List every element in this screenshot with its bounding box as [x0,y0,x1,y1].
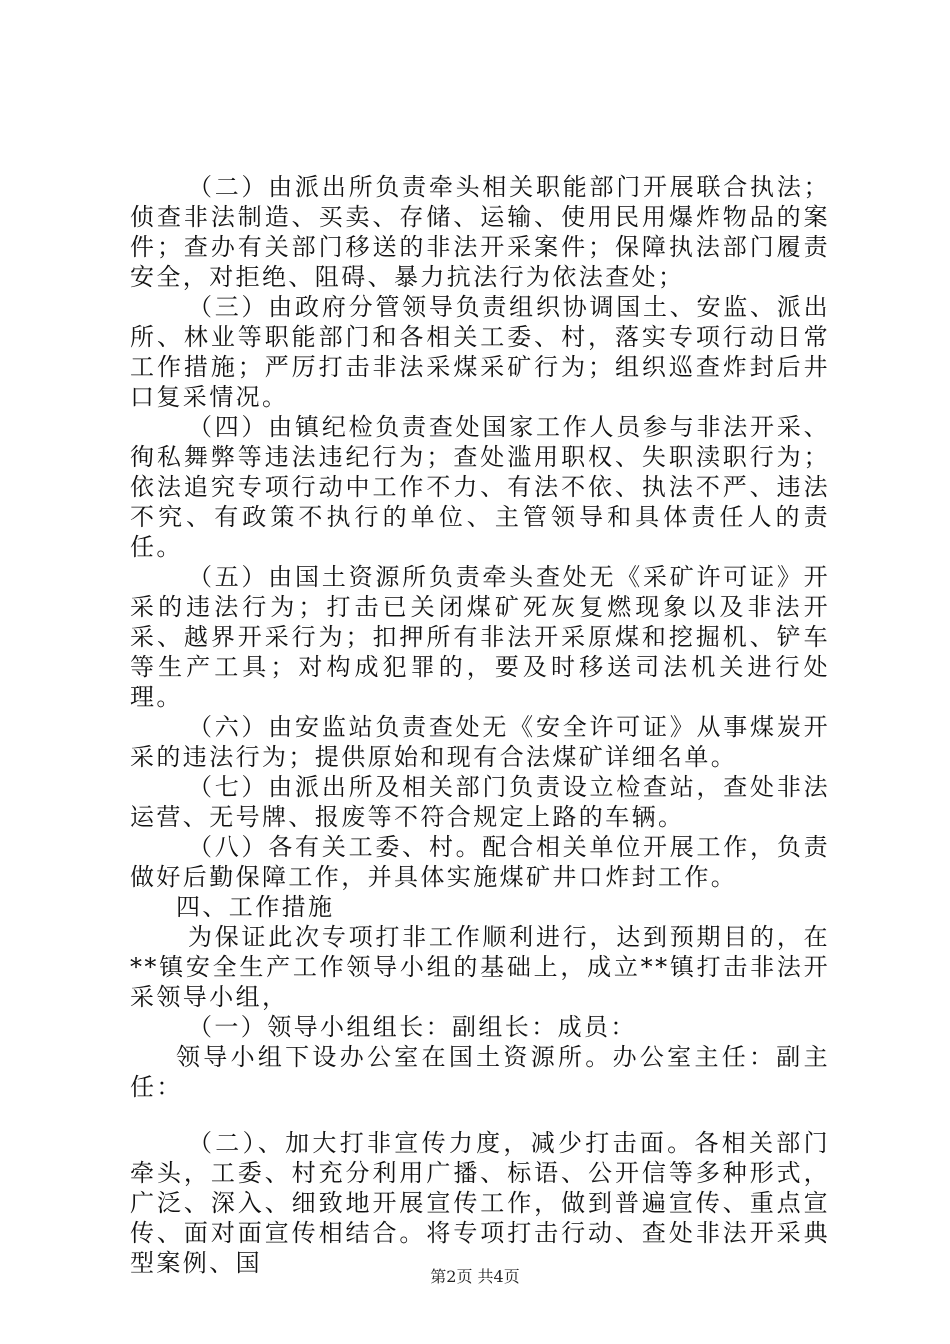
document-body [130,172,830,1278]
paragraph-duty-3: （三）由政府分管领导负责组织协调国土、安监、派出所、林业等职能部门和各相关工委、村，落实专项行动日常工作措施；严厉打击非法采煤采矿行为；组织巡查炸封后井口复采情况。 [130,293,830,411]
paragraph-duty-4: （四）由镇纪检负责查处国家工作人员参与非法开采、徇私舞弊等违法违纪行为；查处滥用职权、失职渎职行为；依法追究专项行动中工作不力、有法不依、执法不严、违法不究、有政策不执行的单位、主管领导和具体责任人的责任。 [130,413,830,561]
paragraph-leading-group-members: （一）领导小组组长：副组长：成员： [188,1013,637,1041]
paragraph-gap [130,1102,830,1128]
paragraph-duty-5: （五）由国土资源所负责牵头查处无《采矿许可证》开采的违法行为；打击已关闭煤矿死灰复燃现象以及非法开采、越界开采行为；扣押所有非法开采原煤和挖掘机、铲车等生产工具；对构成犯罪的，要及时移送司法机关进行处理。 [130,563,830,711]
paragraph-office: 领导小组下设办公室在国土资源所。办公室主任：副主任： [130,1043,830,1101]
paragraph-duty-2: （二）由派出所负责牵头相关职能部门开展联合执法；侦查非法制造、买卖、存储、运输、使用民用爆炸物品的案件；查办有关部门移送的非法开采案件；保障执法部门履责安全，对拒绝、阻碍、暴力抗法行为依法查处； [130,173,830,291]
page-number-footer: 第2页 共4页 [430,1267,520,1286]
paragraph-duty-8: （八）各有关工委、村。配合相关单位开展工作，负责做好后勤保障工作，并具体实施煤矿井口炸封工作。 [130,833,830,891]
paragraph-duty-6: （六）由安监站负责查处无《安全许可证》从事煤炭开采的违法行为；提供原始和现有合法煤矿详细名单。 [130,713,830,771]
paragraph-publicity: （二）、加大打非宣传力度，减少打击面。各相关部门牵头，工委、村充分利用广播、标语、公开信等多种形式，广泛、深入、细致地开展宣传工作，做到普遍宣传、重点宣传、面对面宣传相结合。将专项打击行动、查处非法开采典型案例、国 [130,1129,830,1277]
paragraph-duty-7: （七）由派出所及相关部门负责设立检查站，查处非法运营、无号牌、报废等不符合规定上路的车辆。 [130,773,830,831]
section-heading-measures: 四、工作措施 [176,893,335,921]
paragraph-leading-group-intro: 为保证此次专项打非工作顺利进行，达到预期目的，在**镇安全生产工作领导小组的基础上，成立**镇打击非法开采领导小组， [130,923,830,1011]
